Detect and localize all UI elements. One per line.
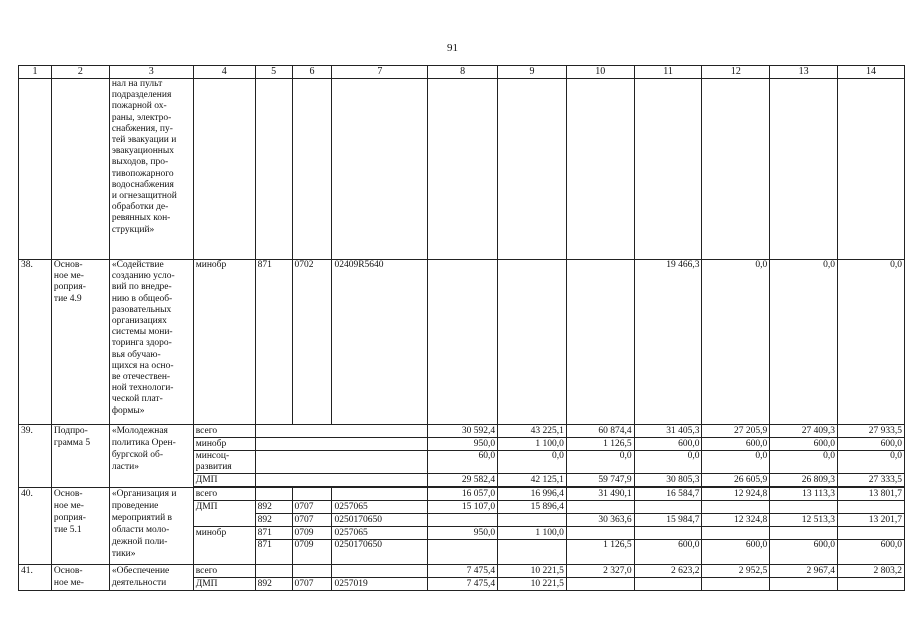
row-value xyxy=(770,501,838,514)
row-value: 1 126,5 xyxy=(566,438,634,451)
header-cell: 3 xyxy=(109,66,193,79)
row-value: 0,0 xyxy=(702,451,770,474)
header-cell: 13 xyxy=(770,66,838,79)
row-value: 600,0 xyxy=(702,540,770,565)
row-value: 2 623,2 xyxy=(634,565,702,578)
row-executor: минобр xyxy=(193,527,255,565)
row-executor: всего xyxy=(193,565,255,578)
row-code: 871 xyxy=(255,540,292,565)
header-cell: 6 xyxy=(292,66,332,79)
row-value xyxy=(566,260,634,425)
row-executor: минсоц- развития xyxy=(193,451,255,474)
row-value: 30 592,4 xyxy=(428,425,498,438)
row-code: 0257019 xyxy=(332,578,428,591)
row-type: Основ- ное ме- роприя- тие 5.1 xyxy=(51,488,109,565)
row-value xyxy=(634,578,702,591)
row-value: 1 100,0 xyxy=(498,438,567,451)
row-value: 0,0 xyxy=(770,260,838,425)
row-type: Основ- ное ме- роприя- тие 4.9 xyxy=(51,260,109,425)
row-value: 30 363,6 xyxy=(566,514,634,527)
row-value xyxy=(702,527,770,540)
row-value: 29 582,4 xyxy=(428,474,498,487)
page-number: 91 xyxy=(447,42,458,54)
table-row-38 xyxy=(19,260,905,425)
row-value: 27 205,9 xyxy=(702,425,770,438)
row-value: 15 896,4 xyxy=(498,501,567,514)
row-value xyxy=(838,501,905,514)
continuation-row xyxy=(19,79,905,260)
row-title: «Содействие созданию усло- вий по внедре- нию в общеоб- разовательных организациях системы мони- торинга здоро- вья обучаю- щихся на осно- ве отечествен- ной технологи- ческой плат- формы» xyxy=(109,260,193,425)
row-value xyxy=(498,260,567,425)
row-value: 950,0 xyxy=(428,527,498,540)
header-cell: 14 xyxy=(838,66,905,79)
row-value xyxy=(702,501,770,514)
row-value: 600,0 xyxy=(770,438,838,451)
continuation-text: нал на пульт подразделения пожарной ох- раны, электро- снабжения, пу- тей эвакуации и эвакуационных выходов, про- тивопожарного водоснабжения и огнезащитной обработки де- ревянных кон- струкций» xyxy=(109,79,193,260)
row-executor: минобр xyxy=(193,438,255,451)
row-value: 600,0 xyxy=(634,438,702,451)
row-value: 600,0 xyxy=(838,438,905,451)
row-code: 0257065 xyxy=(332,501,428,514)
row-value: 16 584,7 xyxy=(634,488,702,501)
header-cell: 5 xyxy=(255,66,292,79)
row-value: 15 984,7 xyxy=(634,514,702,527)
row-value: 2 327,0 xyxy=(566,565,634,578)
row-value: 60,0 xyxy=(428,451,498,474)
row-executor: минобр xyxy=(193,260,255,425)
row-value: 16 057,0 xyxy=(428,488,498,501)
table-row-41 xyxy=(19,565,905,578)
row-code: 0707 xyxy=(292,501,332,514)
row-code: 871 xyxy=(255,260,292,425)
row-value: 60 874,4 xyxy=(566,425,634,438)
row-value: 0,0 xyxy=(838,260,905,425)
row-value xyxy=(566,527,634,540)
row-value: 2 952,5 xyxy=(702,565,770,578)
row-value xyxy=(566,578,634,591)
row-value: 12 924,8 xyxy=(702,488,770,501)
row-executor: всего xyxy=(193,488,255,501)
row-value: 600,0 xyxy=(770,540,838,565)
row-value xyxy=(770,527,838,540)
row-code: 892 xyxy=(255,501,292,514)
row-value: 13 801,7 xyxy=(838,488,905,501)
row-value xyxy=(498,540,567,565)
row-value: 7 475,4 xyxy=(428,565,498,578)
header-cell: 11 xyxy=(634,66,702,79)
row-value: 13 201,7 xyxy=(838,514,905,527)
row-executor: ДМП xyxy=(193,474,255,487)
table-row-39 xyxy=(19,425,905,438)
row-value: 31 405,3 xyxy=(634,425,702,438)
row-type: Основ- ное ме- xyxy=(51,565,109,591)
row-value: 26 605,9 xyxy=(702,474,770,487)
row-code: 0707 xyxy=(292,578,332,591)
row-code: 0250170650 xyxy=(332,540,428,565)
row-code: 0707 xyxy=(292,514,332,527)
header-cell: 4 xyxy=(193,66,255,79)
row-code: 892 xyxy=(255,578,292,591)
row-value: 27 409,3 xyxy=(770,425,838,438)
row-code: 892 xyxy=(255,514,292,527)
table-row-40 xyxy=(19,488,905,501)
row-code: 0709 xyxy=(292,540,332,565)
row-value: 1 126,5 xyxy=(566,540,634,565)
row-value xyxy=(428,540,498,565)
row-value xyxy=(770,578,838,591)
row-code: 0702 xyxy=(292,260,332,425)
row-value xyxy=(634,501,702,514)
row-number: 38. xyxy=(19,260,52,425)
row-value: 59 747,9 xyxy=(566,474,634,487)
row-value: 10 221,5 xyxy=(498,565,567,578)
row-executor: ДМП xyxy=(193,578,255,591)
row-value xyxy=(428,514,498,527)
row-value: 12 513,3 xyxy=(770,514,838,527)
row-value xyxy=(428,260,498,425)
row-type: Подпро- грамма 5 xyxy=(51,425,109,488)
row-value xyxy=(634,527,702,540)
row-value: 12 324,8 xyxy=(702,514,770,527)
row-value: 26 809,3 xyxy=(770,474,838,487)
header-cell: 7 xyxy=(332,66,428,79)
header-row xyxy=(19,66,905,79)
row-value: 0,0 xyxy=(498,451,567,474)
row-value xyxy=(702,578,770,591)
row-value: 30 805,3 xyxy=(634,474,702,487)
row-value: 0,0 xyxy=(566,451,634,474)
row-executor: всего xyxy=(193,425,255,438)
row-title: «Молодежная политика Орен- бургской об- ласти» xyxy=(109,425,193,488)
header-cell: 12 xyxy=(702,66,770,79)
row-value: 2 803,2 xyxy=(838,565,905,578)
row-code: 0257065 xyxy=(332,527,428,540)
row-title: «Организация и проведение мероприятий в области моло- дежной поли- тики» xyxy=(109,488,193,565)
row-value: 27 933,5 xyxy=(838,425,905,438)
header-cell: 10 xyxy=(566,66,634,79)
row-value xyxy=(838,527,905,540)
row-value: 10 221,5 xyxy=(498,578,567,591)
row-executor: ДМП xyxy=(193,501,255,527)
row-value: 27 333,5 xyxy=(838,474,905,487)
row-value: 13 113,3 xyxy=(770,488,838,501)
header-cell: 9 xyxy=(498,66,567,79)
row-value: 1 100,0 xyxy=(498,527,567,540)
row-value xyxy=(838,578,905,591)
row-value: 15 107,0 xyxy=(428,501,498,514)
row-value xyxy=(566,501,634,514)
row-code: 0709 xyxy=(292,527,332,540)
header-cell: 8 xyxy=(428,66,498,79)
row-value: 0,0 xyxy=(838,451,905,474)
row-value: 16 996,4 xyxy=(498,488,567,501)
row-value: 7 475,4 xyxy=(428,578,498,591)
row-title: «Обеспечение деятельности xyxy=(109,565,193,591)
row-value: 0,0 xyxy=(702,260,770,425)
row-value xyxy=(498,514,567,527)
row-value: 600,0 xyxy=(702,438,770,451)
header-cell: 2 xyxy=(51,66,109,79)
row-code: 0250170650 xyxy=(332,514,428,527)
row-value: 2 967,4 xyxy=(770,565,838,578)
budget-table xyxy=(18,65,905,591)
row-value: 0,0 xyxy=(770,451,838,474)
header-cell: 1 xyxy=(19,66,52,79)
row-value: 42 125,1 xyxy=(498,474,567,487)
row-code: 02409R5640 xyxy=(332,260,428,425)
row-value: 31 490,1 xyxy=(566,488,634,501)
row-number: 41. xyxy=(19,565,52,591)
row-number: 39. xyxy=(19,425,52,488)
row-value: 0,0 xyxy=(634,451,702,474)
row-value: 43 225,1 xyxy=(498,425,567,438)
row-code: 871 xyxy=(255,527,292,540)
row-number: 40. xyxy=(19,488,52,565)
row-value: 19 466,3 xyxy=(634,260,702,425)
row-value: 600,0 xyxy=(838,540,905,565)
row-value: 600,0 xyxy=(634,540,702,565)
row-value: 950,0 xyxy=(428,438,498,451)
